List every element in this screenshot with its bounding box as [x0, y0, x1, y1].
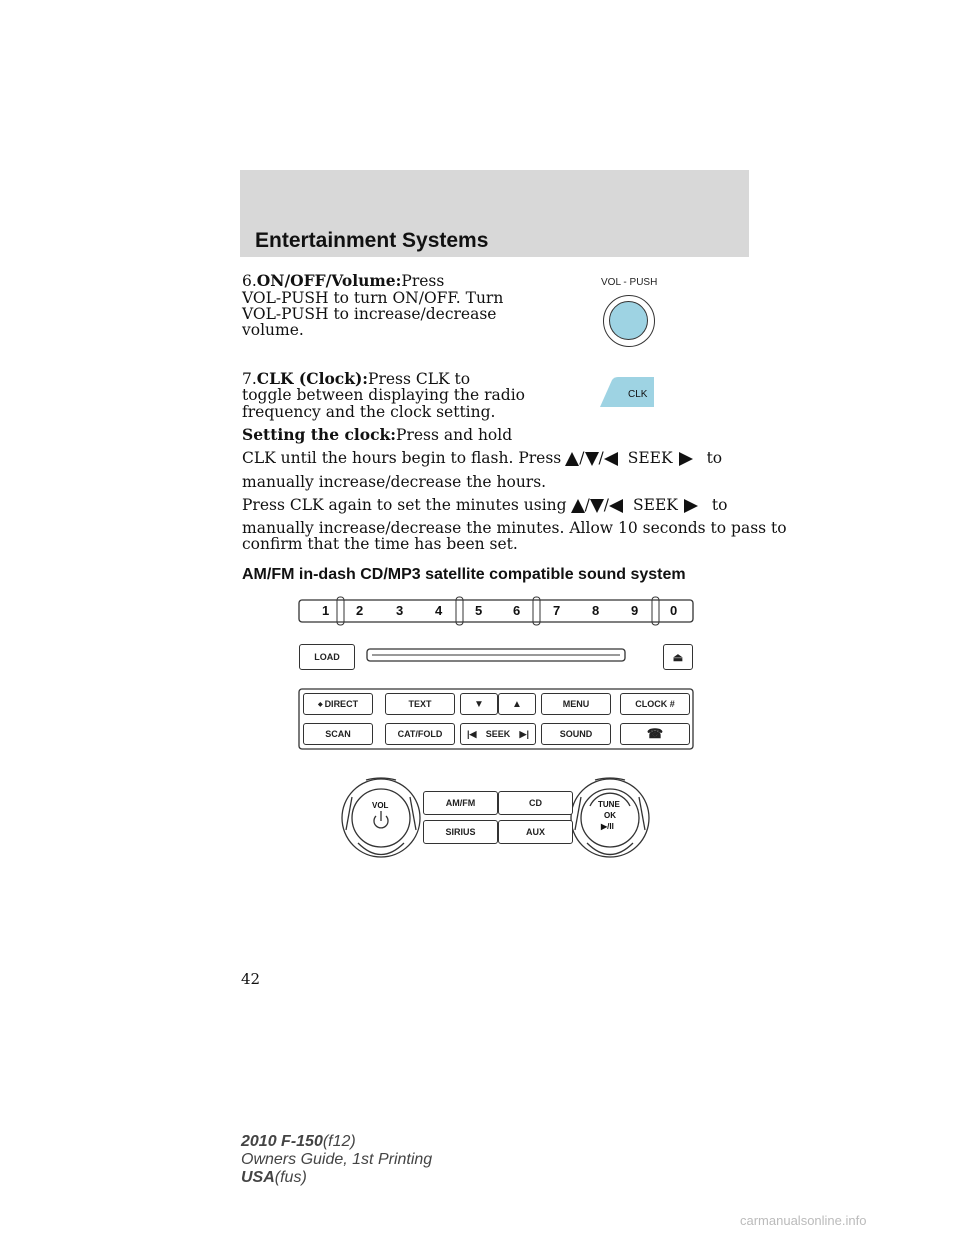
clk-label: CLK: [628, 389, 648, 400]
down-button[interactable]: [460, 693, 498, 715]
slash: /: [598, 449, 604, 467]
item6-line3: VOL-PUSH to increase/decrease: [242, 305, 497, 323]
aux-button[interactable]: AUX: [498, 820, 573, 844]
cat-fold-button[interactable]: CAT/FOLD: [385, 723, 455, 745]
sound-button[interactable]: SOUND: [541, 723, 611, 745]
sirius-button[interactable]: SIRIUS: [423, 820, 498, 844]
seek-label: SEEK: [485, 729, 511, 739]
to-word: to: [711, 496, 728, 514]
item6-term: ON/OFF/Volume:: [256, 271, 402, 290]
menu-button[interactable]: MENU: [541, 693, 611, 715]
setting-line5: manually increase/decrease the minutes. Allow 10 seconds to pass to: [242, 519, 787, 537]
setting-line3: manually increase/decrease the hours.: [242, 473, 547, 491]
direct-button[interactable]: [303, 693, 373, 715]
item6-number: 6.: [242, 272, 257, 290]
watermark[interactable]: carmanualsonline.info: [740, 1213, 867, 1228]
down-triangle-icon: ▼: [474, 698, 484, 710]
vol-push-label: VOL - PUSH: [601, 277, 658, 288]
up-triangle-icon: ▲: [512, 698, 522, 710]
seek-word: SEEK: [633, 496, 678, 514]
up-button[interactable]: [498, 693, 536, 715]
phone-button[interactable]: [620, 723, 690, 745]
eject-button[interactable]: [663, 644, 693, 670]
seek-back-icon: |◀: [467, 728, 477, 739]
section-header-title: Entertainment Systems: [255, 229, 489, 252]
scan-button[interactable]: SCAN: [303, 723, 373, 745]
setting-line6: confirm that the time has been set.: [242, 535, 518, 553]
slash: /: [584, 496, 590, 514]
item6-line1-rest: Press: [401, 272, 445, 290]
ok-label[interactable]: OK: [604, 811, 616, 820]
load-button[interactable]: LOAD: [299, 644, 355, 670]
footer-region-code: (fus): [274, 1169, 307, 1186]
footer-model-code: (f12): [322, 1133, 356, 1150]
direct-dot-icon: ◆: [317, 701, 323, 708]
item6-line2: VOL-PUSH to turn ON/OFF. Turn: [242, 289, 504, 307]
preset-7-button[interactable]: 7: [553, 603, 561, 618]
preset-3-button[interactable]: 3: [396, 603, 404, 618]
setting-line1-rest: Press and hold: [396, 426, 513, 444]
setting-line4-text: Press CLK again to set the minutes using: [242, 496, 567, 514]
item7-number: 7.: [242, 370, 257, 388]
item6-line4: volume.: [242, 321, 304, 339]
am-fm-button[interactable]: AM/FM: [423, 791, 498, 815]
phone-icon: ☎: [646, 726, 664, 741]
footer-line1: [241, 1133, 432, 1151]
setting-term: Setting the clock:: [242, 425, 397, 444]
vol-knob-label[interactable]: VOL: [372, 801, 389, 810]
seek-button[interactable]: [460, 723, 536, 745]
cd-button[interactable]: CD: [498, 791, 573, 815]
footer: [241, 1133, 432, 1187]
eject-icon: ⏏: [672, 651, 684, 664]
preset-6-button[interactable]: 6: [513, 603, 521, 618]
preset-5-button[interactable]: 5: [475, 603, 483, 618]
preset-0-button[interactable]: 0: [670, 603, 678, 618]
preset-4-button[interactable]: 4: [435, 603, 443, 618]
preset-1-button[interactable]: 1: [322, 603, 330, 618]
slash: /: [579, 449, 585, 467]
footer-line3: [241, 1169, 432, 1187]
item7-term: CLK (Clock):: [256, 369, 369, 388]
play-pause-label[interactable]: ▶/II: [601, 822, 614, 831]
to-word: to: [706, 449, 723, 467]
page-number: 42: [241, 970, 261, 988]
preset-9-button[interactable]: 9: [631, 603, 639, 618]
tune-label[interactable]: TUNE: [598, 800, 620, 809]
seek-forward-icon: ▶|: [519, 728, 529, 739]
direct-label: DIRECT: [324, 699, 359, 709]
seek-word: SEEK: [627, 449, 673, 467]
item7-line1-rest: Press CLK to: [368, 370, 471, 388]
item7-line2: toggle between displaying the radio: [242, 386, 525, 404]
footer-line2: Owners Guide, 1st Printing: [241, 1151, 433, 1168]
slash: /: [603, 496, 610, 514]
clock-button[interactable]: CLOCK #: [620, 693, 690, 715]
text-button[interactable]: TEXT: [385, 693, 455, 715]
sound-system-title: AM/FM in-dash CD/MP3 satellite compatible sound system: [242, 566, 686, 583]
footer-model: 2010 F-150: [241, 1133, 323, 1150]
setting-line2-text: CLK until the hours begin to flash. Press: [242, 449, 562, 467]
preset-8-button[interactable]: 8: [592, 603, 600, 618]
preset-2-button[interactable]: 2: [356, 603, 364, 618]
item7-line3: frequency and the clock setting.: [242, 403, 496, 421]
footer-region: USA: [241, 1169, 275, 1186]
